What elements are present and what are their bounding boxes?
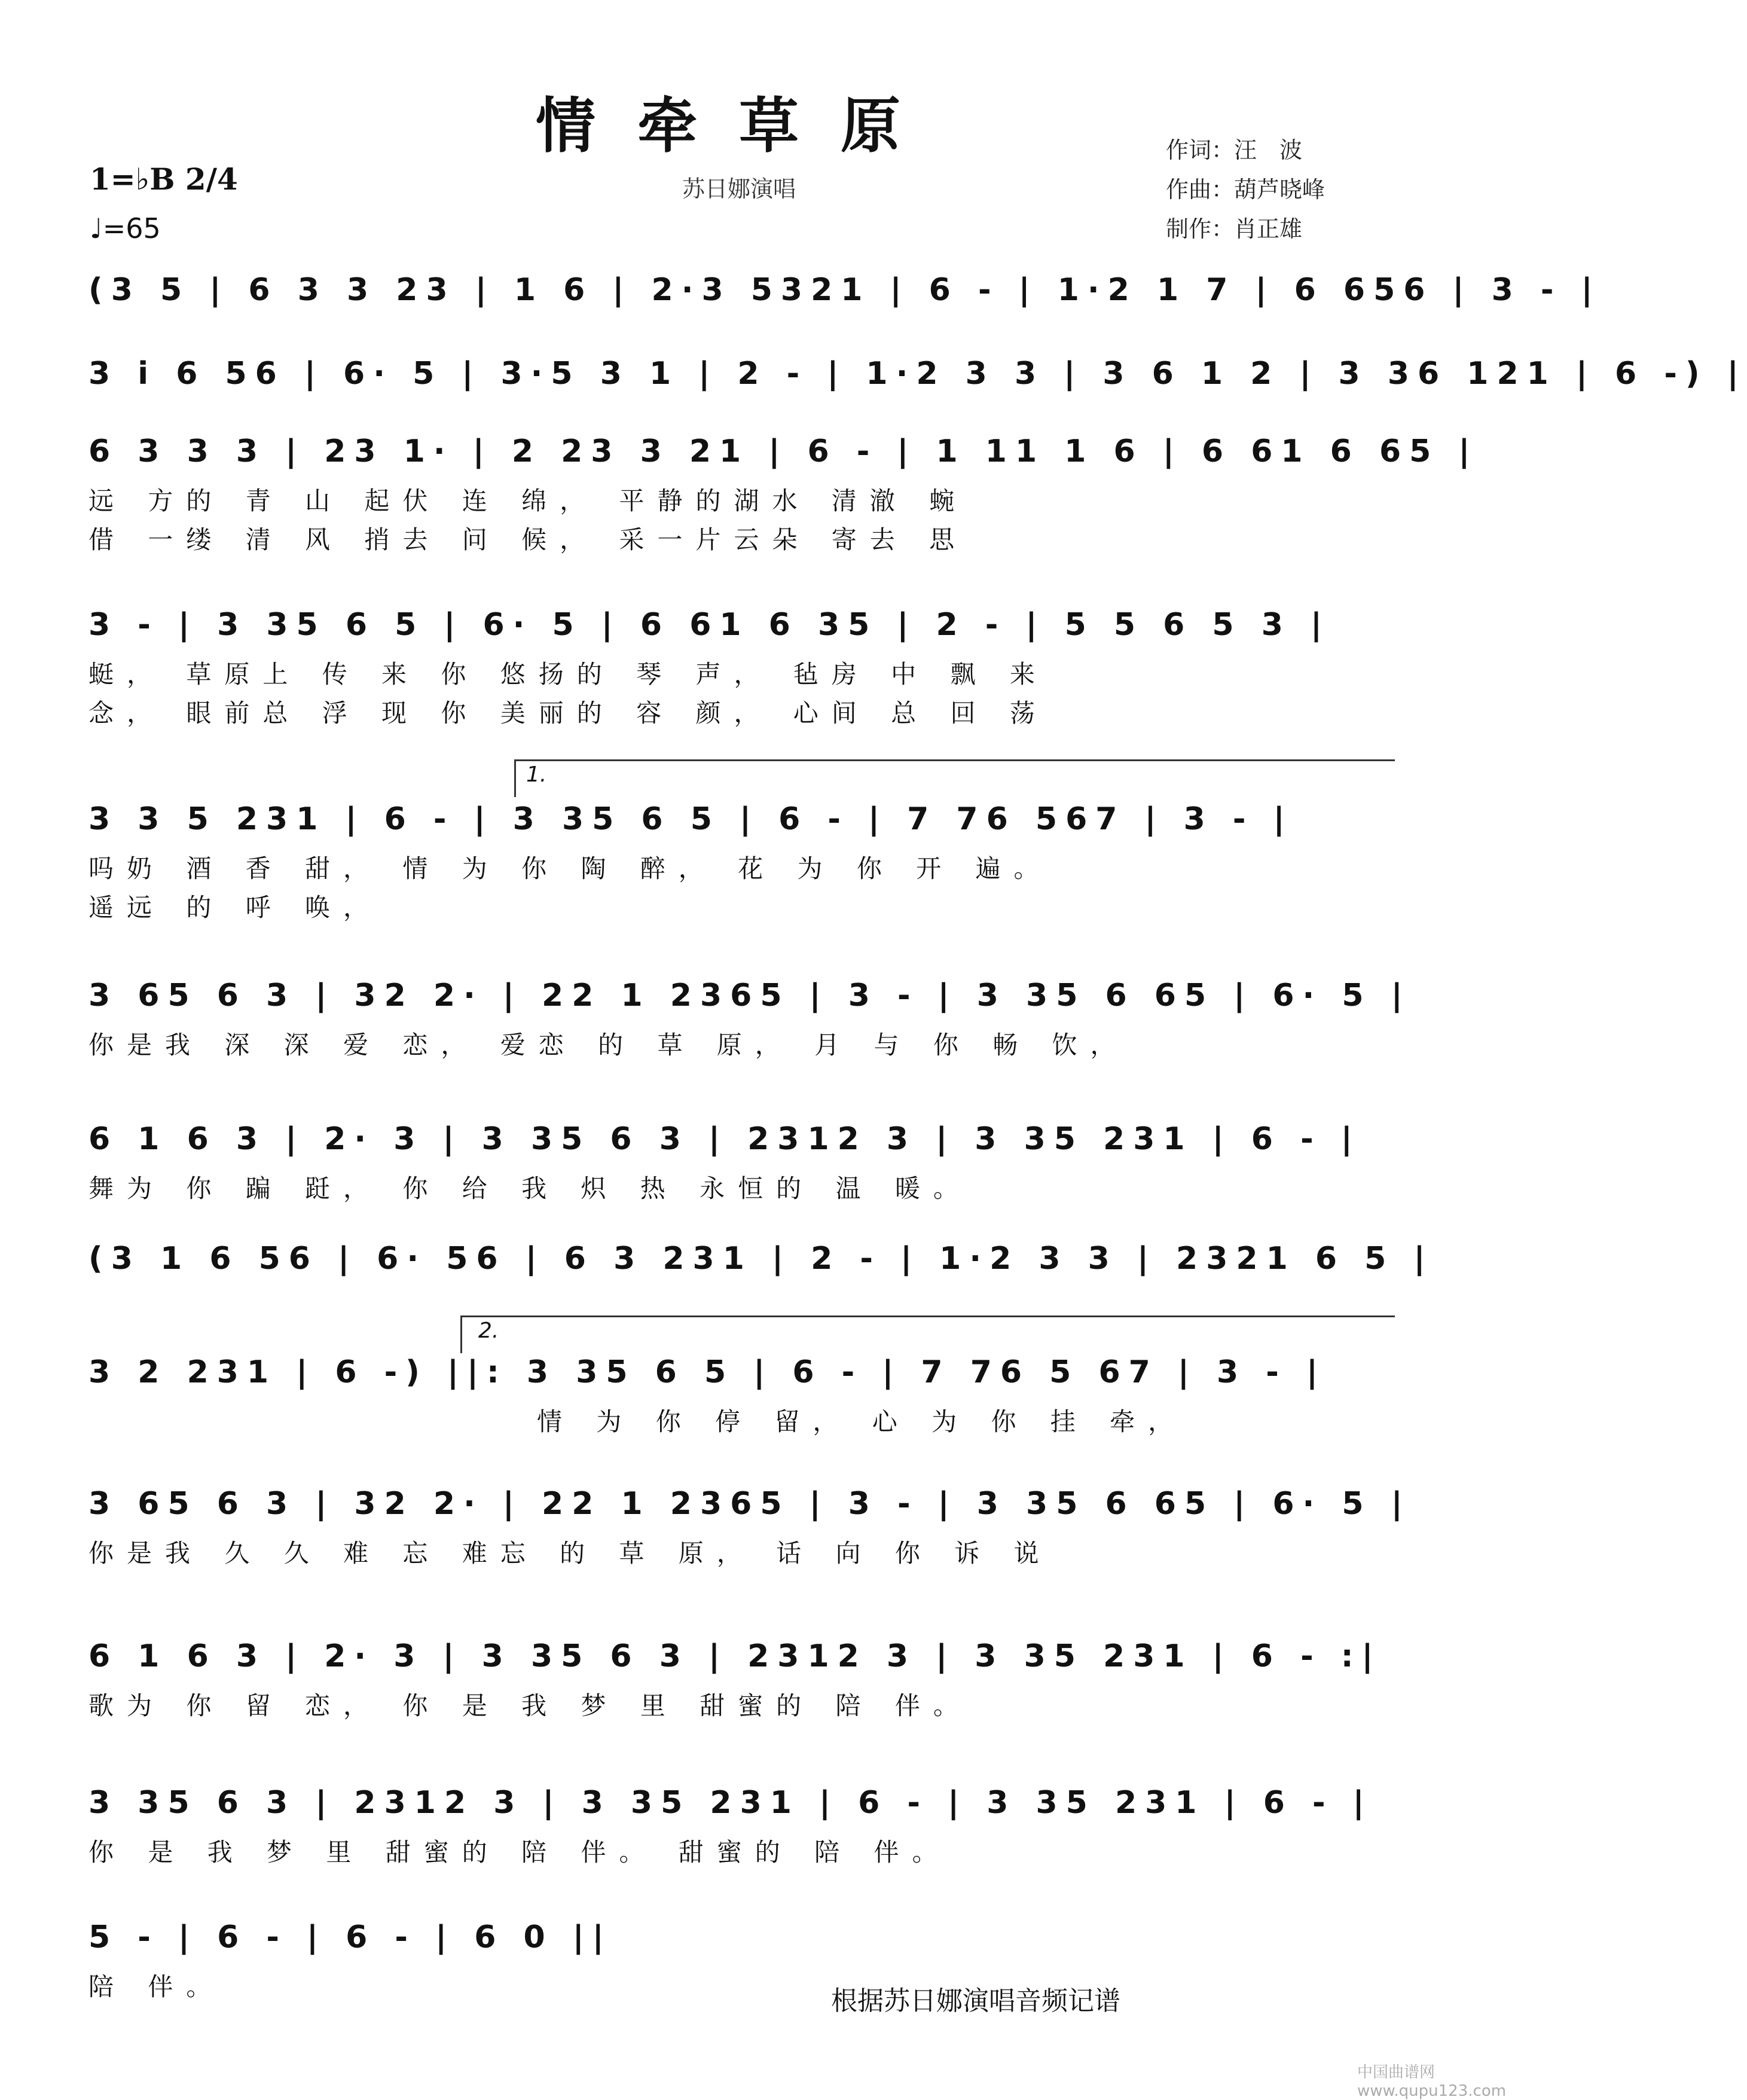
notation-line: 3 - | 3 35 6 5 | 6· 5 | 6 61 6 35 | 2 - | 5 5 6 5 3 |: [88, 607, 1330, 643]
transcription-note: 根据苏日娜演唱音频记谱: [831, 1986, 1120, 2016]
lyric-verse-1: 情 为 你 停 留， 心 为 你 挂 牵，: [537, 1407, 1187, 1436]
credits-block: [1166, 130, 1325, 249]
composer-credit: 作曲：葫芦晓峰: [1166, 176, 1325, 203]
notation-line: 3 65 6 3 | 32 2· | 22 1 2365 | 3 - | 3 35 6 65 | 6· 5 |: [88, 1486, 1411, 1522]
notation-line: 3 2 231 | 6 -) ||: 3 35 6 5 | 6 - | 7 76 5 67 | 3 - |: [88, 1354, 1326, 1390]
notation-line: 3 65 6 3 | 32 2· | 22 1 2365 | 3 - | 3 35 6 65 | 6· 5 |: [88, 978, 1411, 1014]
lyric-verse-1: 蜓， 草原上 传 来 你 悠扬的 琴 声， 毡房 中 飘 来: [88, 660, 1048, 689]
lyricist-credit: 作词：汪 波: [1166, 137, 1303, 163]
singer-credit: 苏日娜演唱: [682, 176, 796, 202]
arranger-credit: 制作：肖正雄: [1166, 216, 1303, 242]
song-title: 情牵草原: [536, 90, 942, 161]
lyric-verse-2: 遥远 的 呼 唤，: [88, 893, 382, 922]
volta-1-bracket: [514, 759, 1395, 797]
tempo-marking: ♩=65: [90, 212, 161, 245]
notation-line: 3 i 6 56 | 6· 5 | 3·5 3 1 | 2 - | 1·2 3 3 | 3 6 1 2 | 3 36 121 | 6 -) |: [88, 356, 1747, 392]
key-signature: 1=♭B 2/4: [90, 161, 238, 197]
site-watermark: 中国曲谱网 www.qupu123.com: [1357, 2064, 1507, 2100]
notation-line: 6 1 6 3 | 2· 3 | 3 35 6 3 | 2312 3 | 3 35 231 | 6 - :|: [88, 1638, 1382, 1674]
lyric-verse-1: 你是我 深 深 爱 恋， 爱恋 的 草 原， 月 与 你 畅 饮，: [88, 1030, 1129, 1060]
notation-line: 3 3 5 231 | 6 - | 3 35 6 5 | 6 - | 7 76 567 | 3 - |: [88, 801, 1293, 837]
lyric-verse-1: 舞为 你 蹁 跹， 你 给 我 炽 热 永恒的 温 暖。: [88, 1174, 972, 1203]
notation-line: 6 3 3 3 | 23 1· | 2 23 3 21 | 6 - | 1 11 1 6 | 6 61 6 65 |: [88, 434, 1479, 469]
lyric-verse-1: 你 是 我 梦 里 甜蜜的 陪 伴。 甜蜜的 陪 伴。: [88, 1838, 951, 1867]
volta-2-label: 2.: [478, 1318, 499, 1343]
notation-line: 3 35 6 3 | 2312 3 | 3 35 231 | 6 - | 3 35 231 | 6 - |: [88, 1785, 1373, 1821]
notation-line: (3 1 6 56 | 6· 56 | 6 3 231 | 2 - | 1·2 3 3 | 2321 6 5 |: [88, 1241, 1434, 1277]
lyric-verse-2: 借 一缕 清 风 捎去 问 候， 采一片云朵 寄去 思: [88, 525, 968, 554]
lyric-verse-1: 歌为 你 留 恋， 你 是 我 梦 里 甜蜜的 陪 伴。: [88, 1691, 972, 1720]
lyric-verse-1: 吗奶 酒 香 甜， 情 为 你 陶 醉， 花 为 你 开 遍。: [88, 854, 1052, 883]
lyric-verse-1: 你是我 久 久 难 忘 难忘 的 草 原， 话 向 你 诉 说: [88, 1539, 1052, 1568]
volta-1-label: 1.: [526, 762, 547, 787]
lyric-verse-2: 念， 眼前总 浮 现 你 美丽的 容 颜， 心间 总 回 荡: [88, 698, 1048, 728]
notation-line: 5 - | 6 - | 6 - | 6 0 ||: [88, 1919, 612, 1955]
lyric-verse-1: 远 方的 青 山 起伏 连 绵， 平静的湖水 清澈 蜿: [88, 486, 968, 515]
notation-line: 6 1 6 3 | 2· 3 | 3 35 6 3 | 2312 3 | 3 35 231 | 6 - |: [88, 1121, 1361, 1157]
notation-line: (3 5 | 6 3 3 23 | 1 6 | 2·3 5321 | 6 - | 1·2 1 7 | 6 656 | 3 - |: [88, 272, 1601, 308]
lyric-verse-1: 陪 伴。: [88, 1972, 225, 2001]
